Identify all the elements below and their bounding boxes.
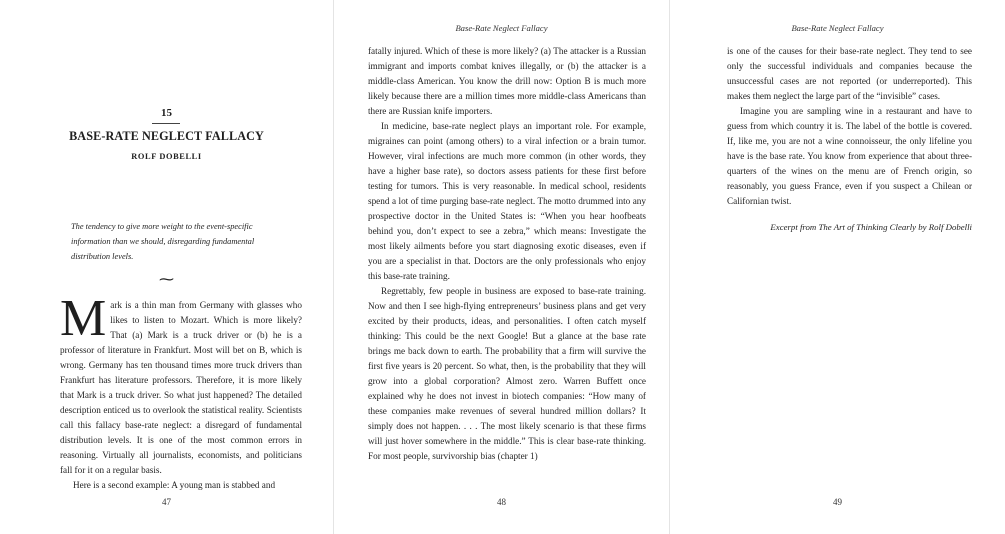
paragraph: fatally injured. Which of these is more likely? (a) The attacker is a Russian immigrant and imports combat knives illegally, or (b) the attacker is a middle-class American. You know the drill now: Option B is much more likely because there are a million times more middle-class Americans than there are Russian knife importers. xyxy=(368,46,646,116)
page-number: 49 xyxy=(833,497,842,507)
chapter-author: ROLF DOBELLI xyxy=(131,152,202,161)
paragraph: Imagine you are sampling wine in a restaurant and have to guess from which country it is. The label of the bottle is covered. If, like me, you are not a wine connoisseur, the only lifeline you have is the base rate. You know from experience that about three-quarters of the wines on the menu are of French origin, so reasonably, you guess France, even if you suspect a Chilean or Californian twist. xyxy=(727,106,972,206)
body-text xyxy=(368,44,646,464)
page-number: 47 xyxy=(162,497,171,507)
paragraph: Regrettably, few people in business are exposed to base-rate training. Now and then I see high-flying entrepreneurs’ business plans and get very excited by their products, ideas, and personalities. I often catch myself thinking: This could be the next Google! But a glance at the base rate brings me back down to earth. The probability that a firm will survive the first five years is 20 percent. So what, then, is the probability that they will grow into a global corporation? Almost zero. Warren Buffett once explained why he does not invest in biotech companies: “How many of these companies make revenues of several hundred million dollars? It simply does not happen. . . . The most likely scenario is that these firms will just hover somewhere in the middle.” This is clear base-rate thinking. For most people, survivorship bias (chapter 1) xyxy=(368,286,646,461)
chapter-number: 15 xyxy=(161,107,172,119)
body-text xyxy=(60,290,302,493)
running-head: Base-Rate Neglect Fallacy xyxy=(455,23,548,33)
paragraph: In medicine, base-rate neglect plays an important role. For example, migraines can point (among others) to a viral infection or a brain tumor. However, viral infections are much more common (in other words, they have a higher base rate), so doctors assess patients for these first before testing for tumors. This is very reasonable. In medical school, residents spend a lot of time purging base-rate neglect. The motto drummed into any prospective doctor in the United States is: “When you hear hoofbeats behind you, don’t expect to see a zebra,” which means: Investigate the most likely ailments before you start diagnosing exotic diseases, even if you are a specialist in that. Doctors are the only professionals who enjoy this base-rate training. xyxy=(368,121,646,281)
page-number: 48 xyxy=(497,497,506,507)
excerpt-credit: Excerpt from The Art of Thinking Clearly by Rolf Dobelli xyxy=(770,222,972,232)
running-head: Base-Rate Neglect Fallacy xyxy=(791,23,884,33)
paragraph-text: ark is a thin man from Germany with glasses who likes to listen to Mozart. Which is more likely? That (a) Mark is a truck driver or (b) he is a professor of literature in Frankfurt. Most will bet on B, which is wrong. Germany has ten thousand times more truck drivers than Frankfurt has literature professors. Therefore, it is more likely that Mark is a truck driver. So what just happened? The detailed description enticed us to overlook the statistical reality. Scientists call this fallacy base-rate neglect: a disregard of fundamental distribution levels. It is one of the most common errors in reasoning. Virtually all journalists, economists, and politicians fall for it on a regular basis. xyxy=(60,300,302,475)
epigraph: The tendency to give more weight to the event-specific information than we should, disregarding fundamental distribution levels. xyxy=(71,222,255,261)
section-ornament: ⁓ xyxy=(159,272,174,288)
paragraph: Here is a second example: A young man is stabbed and xyxy=(73,480,276,490)
paragraph: is one of the causes for their base-rate neglect. They tend to see only the successful individuals and companies because the unsuccessful cases are not reported (or underreported). This makes them neglect the large part of the “invisible” cases. xyxy=(727,46,972,101)
drop-cap: M xyxy=(60,290,107,347)
page-48 xyxy=(334,0,670,534)
paragraph xyxy=(60,290,302,478)
page-49 xyxy=(670,0,1005,534)
body-text xyxy=(727,44,972,209)
chapter-title: BASE-RATE NEGLECT FALLACY xyxy=(69,129,264,143)
page-47 xyxy=(0,0,334,534)
chapter-number-rule xyxy=(152,123,180,124)
